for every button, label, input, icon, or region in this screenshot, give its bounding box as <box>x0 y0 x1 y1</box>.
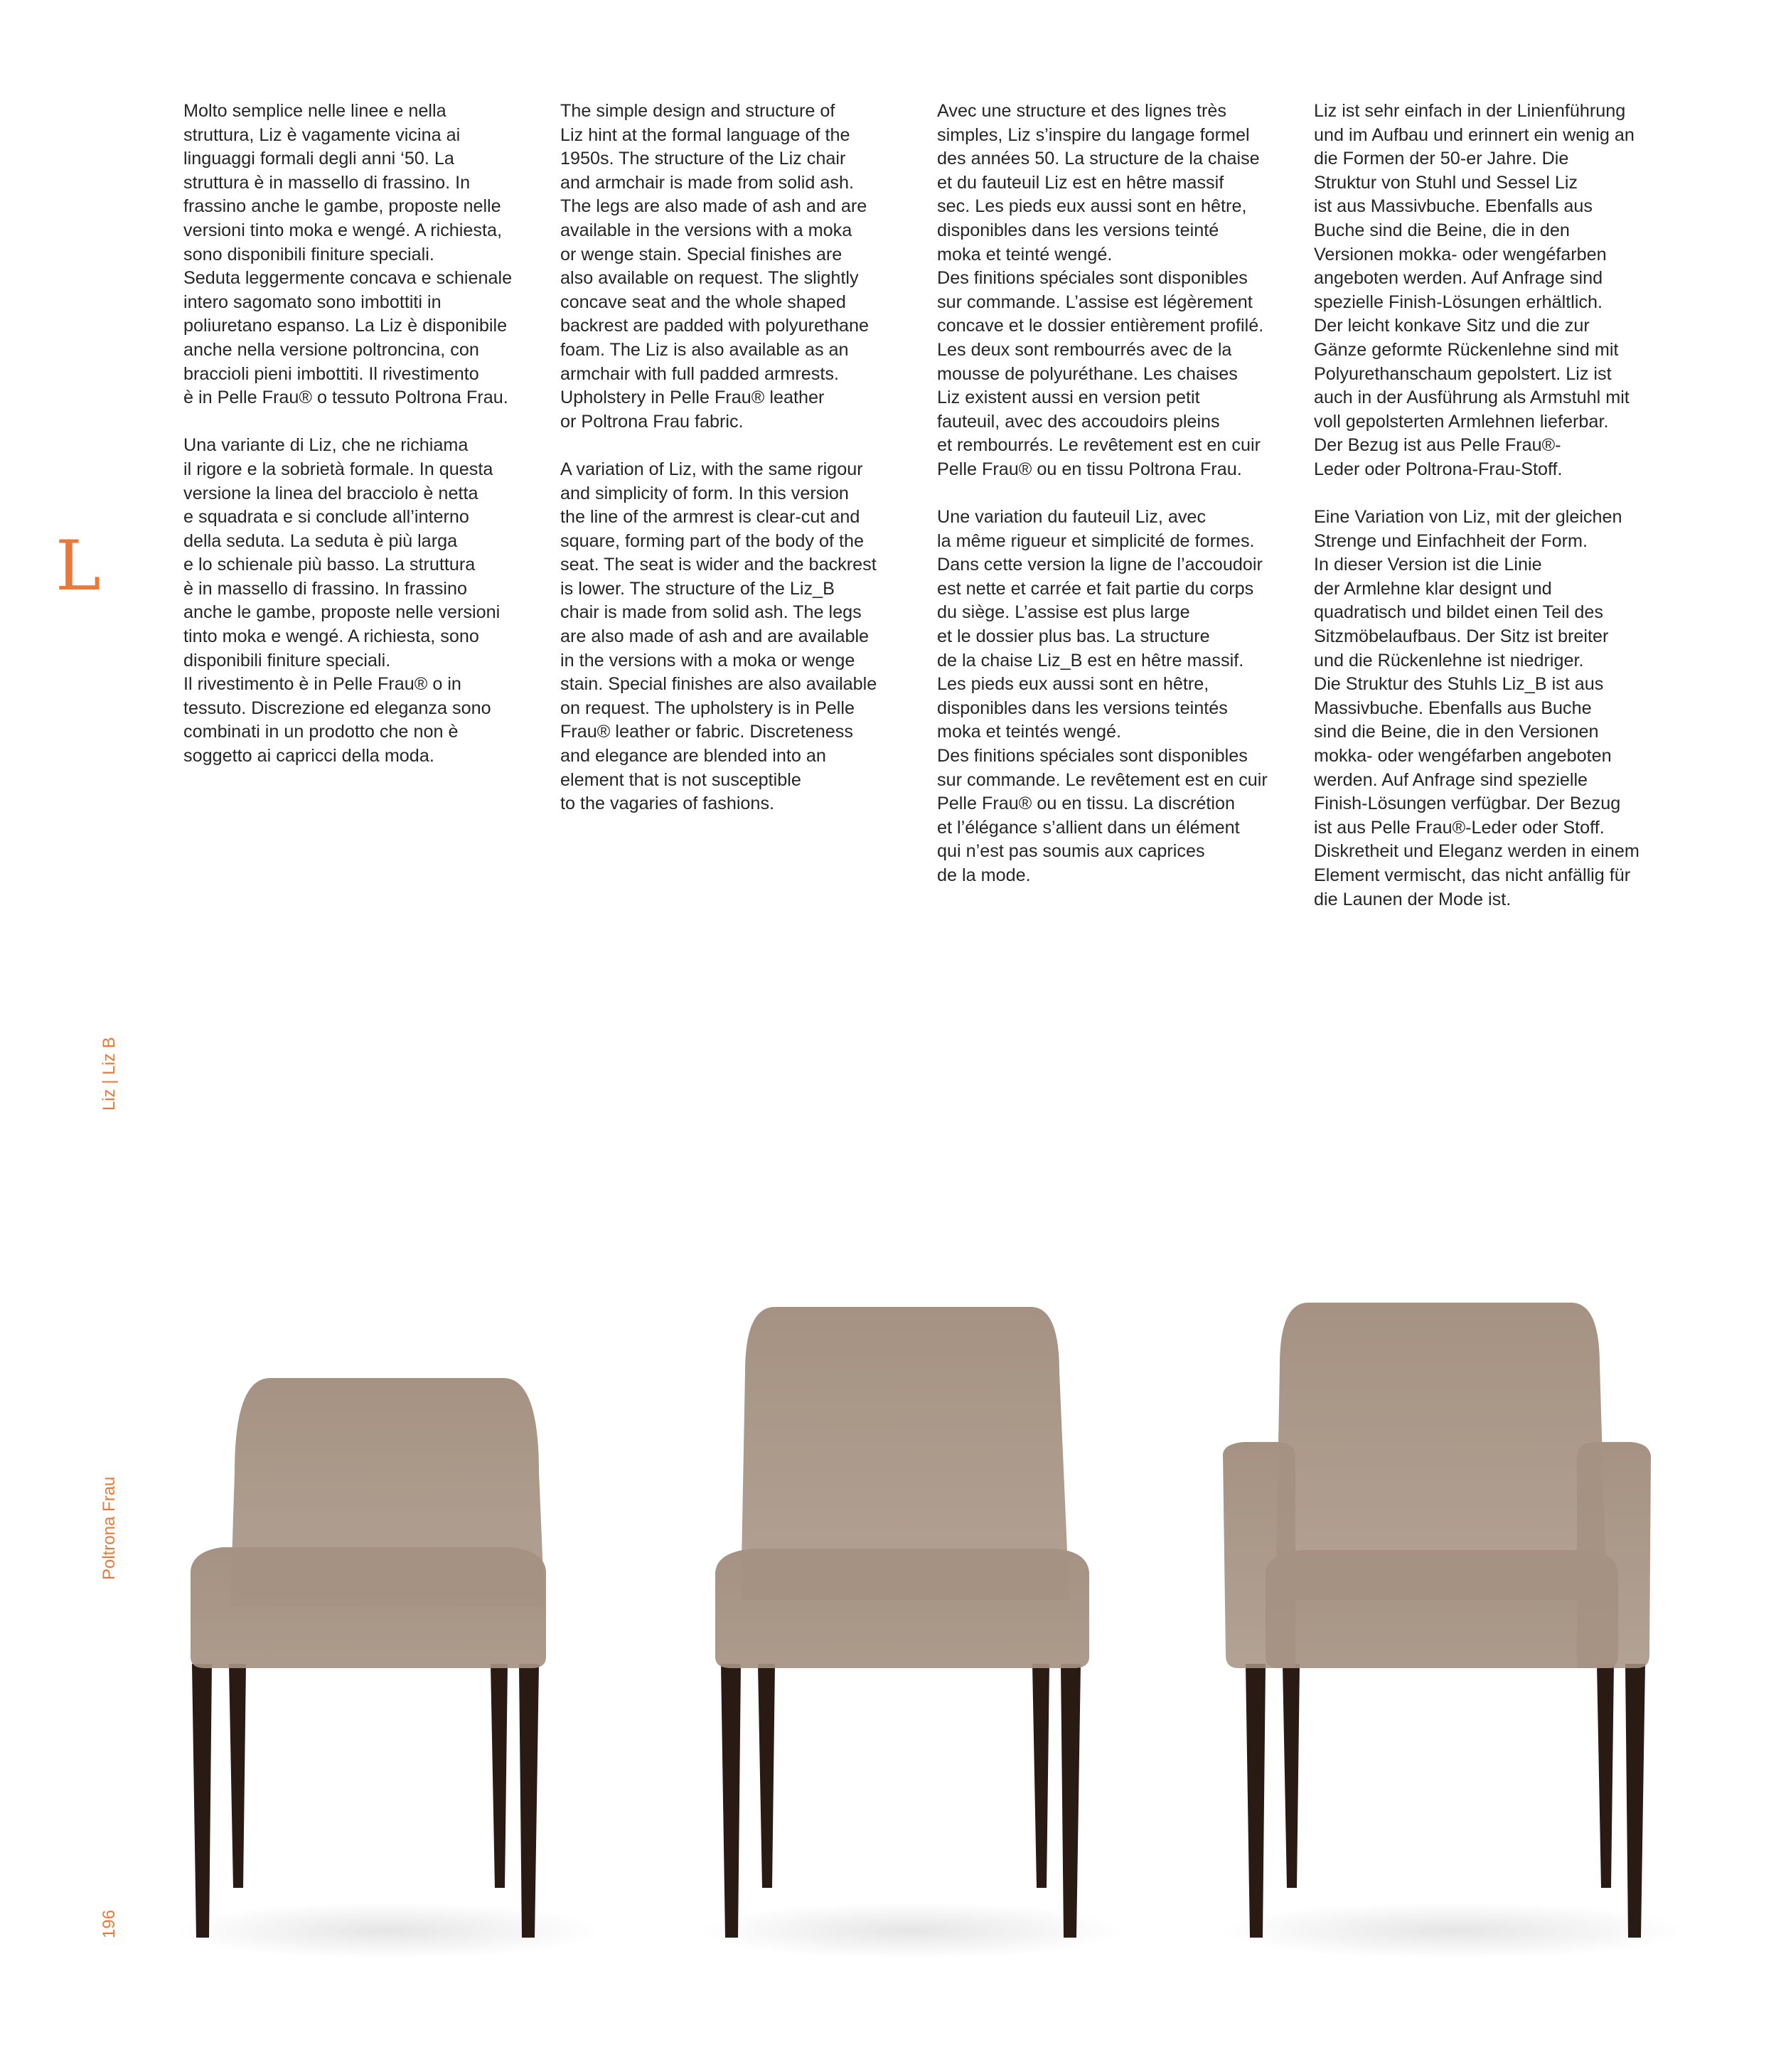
page-number: 196 <box>100 1909 119 1938</box>
brand-label: Poltrona Frau <box>100 1476 119 1580</box>
english-paragraph-2: A variation of Liz, with the same rigour and simplicity of form. In this version the line of the armrest is clear-cut and square, forming part of the body of the seat. The seat is wider and the backrest is lower. The structure of the Liz_B chair is made from solid ash. The legs are also made of ash and are available in the versions with a moka or wenge stain. Special finishes are also available on request. The upholstery is in Pelle Frau® leather or fabric. Discreteness and elegance are blended into an element that is not susceptible to the vagaries of fashions. <box>560 459 877 814</box>
french-paragraph-2: Une variation du fauteuil Liz, avec la même rigueur et simplicité de formes. Dans cette version la ligne de l’accoudoir est nette et carrée et fait partie du corps du siège. L’assise est plus large et le dossier plus bas. La structure de la chaise Liz_B est en hêtre massif. Les pieds eux aussi sont en hêtre, disponibles dans les versions teintés moka et teintés wengé. Des finitions spéciales sont disponibles sur commande. Le revêtement est en cuir Pelle Frau® ou en tissu. La discrétion et l’élégance s’allient dans un élément qui n’est pas soumis aux caprices de la mode. <box>937 507 1268 885</box>
section-label: Liz | Liz B <box>100 1037 119 1111</box>
chair-liz-b <box>174 1378 601 1959</box>
italian-column <box>183 100 532 792</box>
chair-liz-armchair <box>1219 1303 1678 1959</box>
italian-paragraph-2: Una variante di Liz, che ne richiama il rigore e la sobrietà formale. In questa versione la linea del bracciolo è netta e squadrata e si conclude all’interno della seduta. La seduta è più larga e lo schienale più basso. La struttura è in massello di frassino. In frassino anche le gambe, proposte nelle versioni tinto moka e wengé. A richiesta, sono disponibili finiture speciali. Il rivestimento è in Pelle Frau® o in tessuto. Discrezione ed eleganza sono combinati in un prodotto che non è soggetto ai capricci della moda. <box>183 435 501 767</box>
chairs-photo <box>142 1266 1678 1977</box>
english-paragraph-1: The simple design and structure of Liz hint at the formal language of the 1950s. The structure of the Liz chair and armchair is made from solid ash. The legs are also made of ash and are available in the versions with a moka or wenge stain. Special finishes are also available on request. The slightly concave seat and the whole shaped backrest are padded with polyurethane foam. The Liz is also available as an armchair with full padded armrests. Upholstery in Pelle Frau® leather or Poltrona Frau fabric. <box>560 101 870 432</box>
italian-paragraph-1: Molto semplice nelle linee e nella struttura, Liz è vagamente vicina ai linguaggi formali degli anni ‘50. La struttura è in massello di frassino. In frassino anche le gambe, proposte nelle versioni tinto moka e wengé. A richiesta, sono disponibili finiture speciali. Seduta leggermente concava e schienale intero sagomato sono imbottiti in poliuretano espanso. La Liz è disponibile anche nella versione poltroncina, con braccioli pieni imbottiti. Il rivestimento è in Pelle Frau® o tessuto Poltrona Frau. <box>183 101 513 408</box>
german-paragraph-1: Liz ist sehr einfach in der Linienführung und im Aufbau und erinnert ein wenig an die Formen der 50-er Jahre. Die Struktur von Stuhl und Sessel Liz ist aus Massivbuche. Ebenfalls aus Buche sind die Beine, die in den Versionen mokka- oder wengéfarben angeboten werden. Auf Anfrage sind spezielle Finish-Lösungen erhältlich. Der leicht konkave Sitz und die zur Gänze geformte Rückenlehne sind mit Polyurethanschaum gepolstert. Liz ist auch in der Ausführung als Armstuhl mit voll gepolsterten Armlehnen lieferbar. Der Bezug ist aus Pelle Frau®- Leder oder Poltrona-Frau-Stoff. <box>1314 101 1635 479</box>
section-initial: L <box>55 526 101 606</box>
french-paragraph-1: Avec une structure et des lignes très simples, Liz s’inspire du langage formel des années 50. La structure de la chaise et du fauteuil Liz est en hêtre massif sec. Les pieds eux aussi sont en hêtre, disponibles dans les versions teinté moka et teinté wengé. Des finitions spéciales sont disponibles sur commande. L’assise est légèrement concave et le dossier entièrement profilé. Les deux sont rembourrés avec de la mousse de polyuréthane. Les chaises Liz existent aussi en version petit fauteuil, avec des accoudoirs pleins et rembourrés. Le revêtement est en cuir Pelle Frau® ou en tissu Poltrona Frau. <box>937 101 1264 479</box>
german-paragraph-2: Eine Variation von Liz, mit der gleichen Strenge und Einfachheit der Form. In dieser Version ist die Linie der Armlehne klar designt und quadratisch und bildet einen Teil des Sitzmöbelaufbaus. Der Sitz ist breiter und die Rückenlehne ist niedriger. Die Struktur des Stuhls Liz_B ist aus Massivbuche. Ebenfalls aus Buche sind die Beine, die in den Versionen mokka- oder wengéfarben angeboten werden. Auf Anfrage sind spezielle Finish-Lösungen verfügbar. Der Bezug ist aus Pelle Frau®-Leder oder Stoff. Diskretheit und Eleganz werden in einem Element vermischt, das nicht anfällig für die Launen der Mode ist. <box>1314 507 1639 909</box>
english-column <box>560 100 909 840</box>
chair-liz <box>698 1307 1125 1959</box>
german-column <box>1314 100 1662 936</box>
french-column <box>937 100 1285 912</box>
